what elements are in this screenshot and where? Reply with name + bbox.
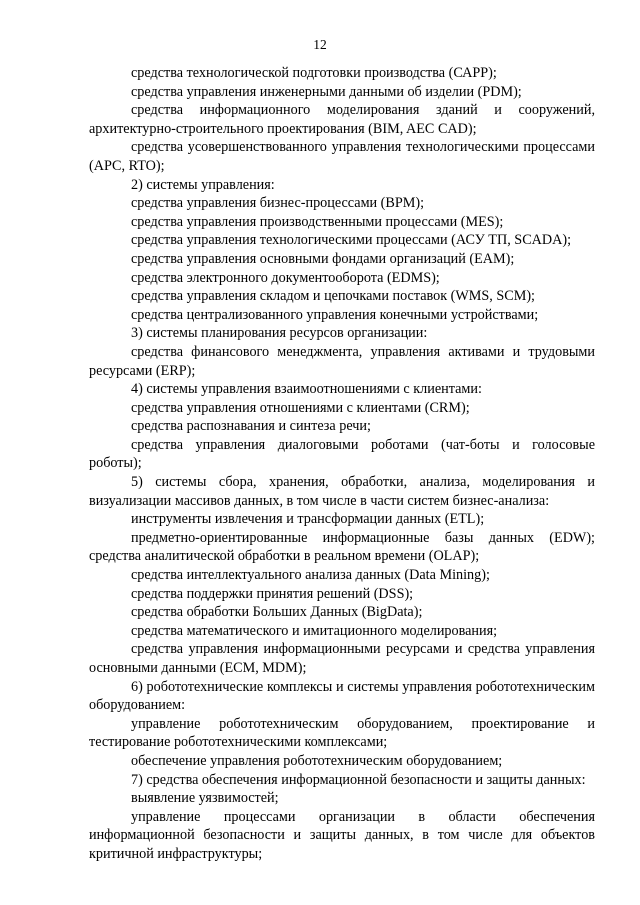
paragraph: обеспечение управления робототехническим оборудованием; <box>131 752 503 769</box>
paragraph: средства поддержки принятия решений (DSS); <box>131 585 414 602</box>
paragraph: средства распознавания и синтеза речи; <box>131 418 371 435</box>
paragraph: предметно-ориентированные информационные базы данных (EDW); средства аналитической обработки в реальном времени (OLAP); <box>89 529 595 565</box>
paragraph: управление процессами организации в области обеспечения информационной безопасности и защиты данных, в том числе для объектов критичной инфраструктуры; <box>89 808 595 862</box>
paragraph: средства централизованного управления конечными устройствами; <box>131 306 539 323</box>
paragraph: средства управления отношениями с клиентами (CRM); <box>131 399 470 416</box>
paragraph: средства управления диалоговыми роботами (чат-боты и голосовые роботы); <box>89 436 595 472</box>
paragraph: средства управления складом и цепочками поставок (WMS, SCM); <box>131 288 535 305</box>
paragraph: средства управления бизнес-процессами (ВРМ); <box>131 195 425 212</box>
paragraph: средства управления производственными процессами (MES); <box>131 213 504 230</box>
page-body <box>89 64 595 864</box>
paragraph: средства интеллектуального анализа данных (Data Mining); <box>131 567 490 584</box>
paragraph: средства управления информационными ресурсами и средства управления основными данными (ЕСМ, MDM); <box>89 641 595 676</box>
paragraph: средства усовершенствованного управления технологическими процессами (АРС, RTO); <box>89 139 595 174</box>
paragraph: средства финансового менеджмента, управления активами и трудовыми ресурсами (ERP); <box>89 343 595 379</box>
paragraph: инструменты извлечения и трансформации данных (ETL); <box>131 511 485 528</box>
paragraph: средства обработки Больших Данных (BigData); <box>131 604 423 621</box>
section-heading-5: 5) системы сбора, хранения, обработки, анализа, моделирования и визуализации массивов данных, в том числе в части систем бизнес-анализа: <box>89 474 595 509</box>
page-number: 12 <box>313 37 327 52</box>
paragraph: средства математического и имитационного моделирования; <box>131 622 498 639</box>
paragraph: средства информационного моделирования зданий и сооружений, архитектурно-строительного проектирования (BIM, AEC CAD); <box>89 102 595 137</box>
section-heading-3: 3) системы планирования ресурсов организации: <box>131 325 428 342</box>
section-heading-7: 7) средства обеспечения информационной безопасности и защиты данных: <box>131 771 586 788</box>
section-heading-4: 4) системы управления взаимоотношениями с клиентами: <box>131 381 482 398</box>
section-heading-2: 2) системы управления: <box>131 176 275 193</box>
paragraph: выявление уязвимостей; <box>131 790 279 807</box>
paragraph: средства управления основными фондами организаций (ЕАМ); <box>131 250 515 267</box>
paragraph: средства электронного документооборота (EDMS); <box>131 269 440 286</box>
paragraph: управление робототехническим оборудованием, проектирование и тестирование робототехническими комплексами; <box>89 715 595 751</box>
section-heading-6: 6) робототехнические комплексы и системы управления робототехническим оборудованием: <box>89 678 595 714</box>
paragraph: средства управления инженерными данными об изделии (PDM); <box>131 83 522 100</box>
paragraph: средства управления технологическими процессами (АСУ ТП, SCADA); <box>131 232 572 249</box>
paragraph: средства технологической подготовки производства (САРР); <box>131 65 497 81</box>
